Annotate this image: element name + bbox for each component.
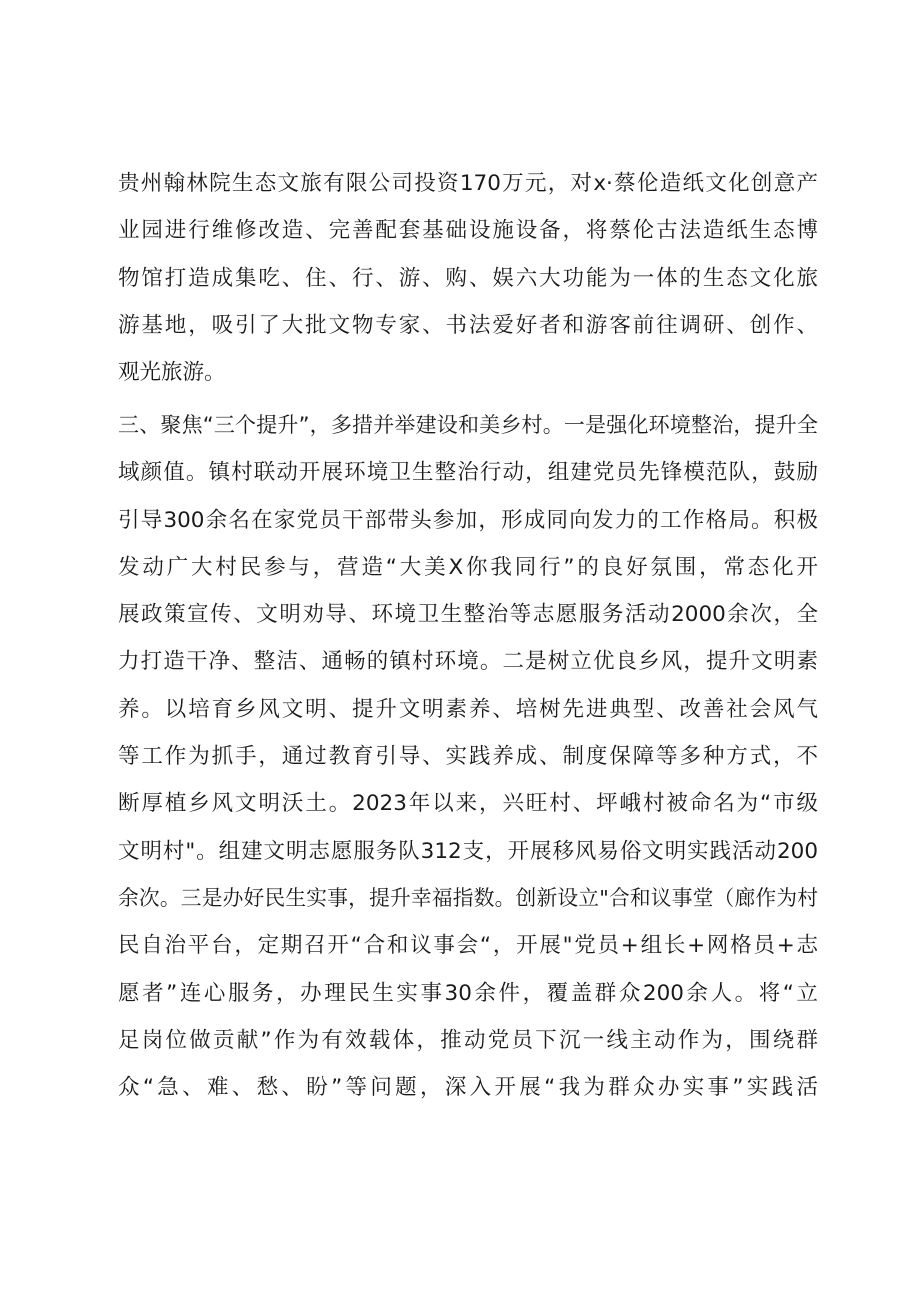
text-line: 众“急、难、愁、盼”等问题，深入开展“我为群众办实事”实践活 bbox=[118, 1075, 818, 1101]
text-line: 养。以培育乡风文明、提升文明素养、培树先进典型、改善社会风气 bbox=[118, 696, 818, 722]
text-line: 展政策宣传、文明劝导、环境卫生整治等志愿服务活动2000余次，全 bbox=[118, 602, 818, 628]
text-line: 余次。三是办好民生实事，提升幸福指数。创新设立"合和议事堂（廊作为村 bbox=[118, 885, 818, 910]
text-line: 断厚植乡风文明沃土。2023年以来，兴旺村、坪峨村被命名为“市级 bbox=[118, 791, 818, 817]
text-line: 足岗位做贡献”作为有效载体，推动党员下沉一线主动作为，围绕群 bbox=[118, 1027, 818, 1053]
text-line: 民自治平台，定期召开“合和议事会“，开展"党员+组长+网格员+志 bbox=[118, 933, 818, 959]
text-line: 力打造干净、整洁、通畅的镇村环境。二是树立优良乡风，提升文明素 bbox=[118, 649, 818, 675]
paragraph-three-improvements bbox=[118, 402, 818, 1111]
text-line: 贵州翰林院生态文旅有限公司投资170万元，对x·蔡伦造纸文化创意产 bbox=[118, 171, 818, 196]
text-line: 愿者”连心服务，办理民生实事30余件，覆盖群众200余人。将“立 bbox=[118, 980, 818, 1006]
paragraph-investment bbox=[118, 160, 818, 396]
text-line: 域颜值。镇村联动开展环境卫生整治行动，组建党员先锋模范队，鼓励 bbox=[118, 460, 818, 486]
text-line: 业园进行维修改造、完善配套基础设施设备，将蔡伦古法造纸生态博 bbox=[118, 218, 818, 244]
text-line: 文明村"。组建文明志愿服务队312支，开展移风易俗文明实践活动200 bbox=[118, 838, 818, 864]
text-line: 物馆打造成集吃、住、行、游、购、娱六大功能为一体的生态文化旅 bbox=[118, 265, 818, 291]
text-line: 等工作为抓手，通过教育引导、实践养成、制度保障等多种方式，不 bbox=[118, 744, 818, 770]
text-line: 发动广大村民参与，营造“大美X你我同行”的良好氛围，常态化开 bbox=[118, 554, 818, 580]
text-line: 游基地，吸引了大批文物专家、书法爱好者和游客前往调研、创作、 bbox=[118, 312, 818, 338]
text-line: 观光旅游。 bbox=[118, 360, 226, 386]
text-line: 引导300余名在家党员干部带头参加，形成同向发力的工作格局。积极 bbox=[118, 507, 818, 533]
text-line: 三、聚焦“三个提升”，多措并举建设和美乡村。一是强化环境整治，提升全 bbox=[118, 413, 818, 437]
